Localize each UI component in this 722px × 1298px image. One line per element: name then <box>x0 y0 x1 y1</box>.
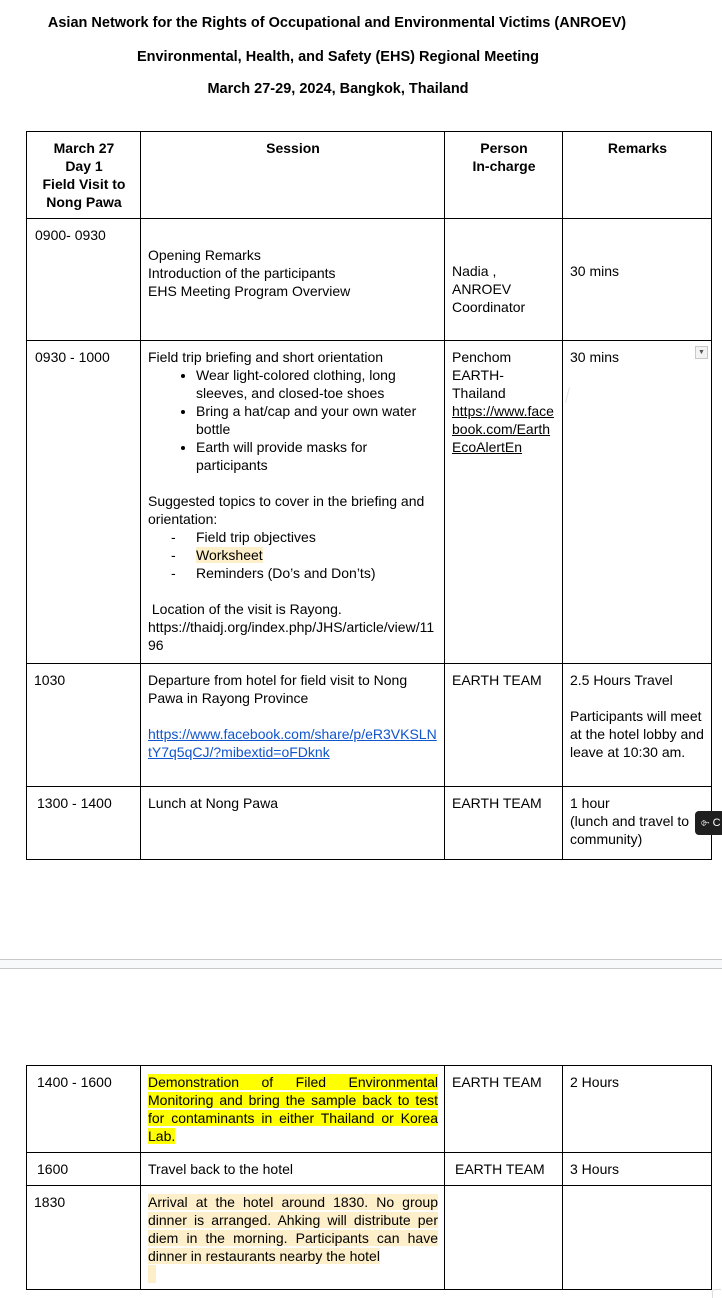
person-text: EARTH TEAM <box>452 1074 542 1090</box>
schedule-table-page2 <box>26 1065 712 1290</box>
topics-dash-list <box>148 528 438 582</box>
session-cell[interactable] <box>141 1066 445 1153</box>
person-cell[interactable] <box>445 1153 563 1186</box>
table-row <box>27 787 712 860</box>
time-cell[interactable] <box>27 1186 141 1290</box>
session-cell[interactable] <box>141 664 445 787</box>
location-url[interactable]: https://thaidj.org/index.php/JHS/article/view/1196 <box>148 619 435 653</box>
header-remarks: Remarks <box>607 140 668 156</box>
header-day-cell <box>27 132 141 219</box>
session-cell[interactable] <box>141 1153 445 1186</box>
header-session: Session <box>266 140 320 156</box>
cursor-mark-icon <box>565 387 570 403</box>
topic-item: - Field trip objectives <box>196 528 438 546</box>
remarks-cell[interactable] <box>563 219 712 341</box>
person-text <box>445 1186 562 1199</box>
remarks-cell[interactable] <box>563 1153 712 1186</box>
person-facebook-link[interactable]: https://www.facebook.com/EarthEcoAlertEn <box>452 403 554 455</box>
time-cell[interactable] <box>27 1066 141 1153</box>
table-row <box>27 664 712 787</box>
header-day-line: March 27 <box>53 140 115 156</box>
time-cell[interactable] <box>27 664 141 787</box>
session-text: Lunch at Nong Pawa <box>148 795 278 811</box>
time-text: 1300 - 1400 <box>37 795 112 811</box>
session-text: Travel back to the hotel <box>148 1161 294 1177</box>
session-cell[interactable] <box>141 1186 445 1290</box>
table-row <box>27 219 712 341</box>
document-title-meeting: Environmental, Health, and Safety (EHS) Regional Meeting <box>136 49 540 65</box>
session-cell[interactable] <box>141 787 445 860</box>
remarks-cell[interactable] <box>563 664 712 787</box>
session-intro: Field trip briefing and short orientation <box>148 349 384 365</box>
person-cell[interactable] <box>445 1186 563 1290</box>
table-row <box>27 341 712 664</box>
session-text-highlighted: Demonstration of Filed Environmental Monitoring and bring the sample back to test for contaminants in either Thailand or Korea Lab. <box>148 1074 438 1144</box>
remarks-note: Participants will meet at the hotel lobby and leave at 10:30 am. <box>570 708 704 760</box>
schedule-table-page1 <box>26 131 712 860</box>
dropdown-arrow-icon[interactable]: ▼ <box>695 346 708 359</box>
remarks-cell[interactable] <box>563 341 712 664</box>
person-text: EARTH TEAM <box>452 795 542 811</box>
remarks-line: community) <box>570 831 643 847</box>
person-text: EARTH TEAM <box>455 1161 545 1177</box>
header-session-cell <box>141 132 445 219</box>
remarks-cell[interactable] <box>563 1066 712 1153</box>
time-text: 1600 <box>37 1161 69 1177</box>
session-cell[interactable] <box>141 341 445 664</box>
highlight-trailing-line <box>148 1265 156 1283</box>
location-note: Location of the visit is Rayong. <box>148 601 342 617</box>
person-line: ANROEV <box>452 281 512 297</box>
remarks-text <box>563 1186 711 1199</box>
header-person-cell <box>445 132 563 219</box>
table-row <box>27 1066 712 1153</box>
time-cell[interactable] <box>27 219 141 341</box>
time-text: 0900- 0930 <box>35 227 106 243</box>
table-row <box>27 1153 712 1186</box>
time-text: 0930 - 1000 <box>35 349 110 365</box>
time-cell[interactable] <box>27 341 141 664</box>
facebook-share-link[interactable]: https://www.facebook.com/share/p/eR3VKSLNtY7q5qCJ/?mibextid=oFDknk <box>148 726 437 760</box>
remarks-text: 30 mins <box>570 263 620 279</box>
topic-item: - Reminders (Do’s and Don’ts) <box>196 564 438 582</box>
page-break-divider <box>0 959 722 969</box>
person-line: Penchom <box>452 349 512 365</box>
header-day-line: Field Visit to <box>42 176 126 192</box>
table-row <box>27 1186 712 1290</box>
bullet-item: • Wear light-colored clothing, long sleeves, and closed-toe shoes <box>196 366 438 402</box>
remarks-cell[interactable] <box>563 787 712 860</box>
person-cell[interactable] <box>445 787 563 860</box>
session-line: EHS Meeting Program Overview <box>148 283 351 299</box>
person-text: EARTH TEAM <box>452 672 542 688</box>
remarks-line: (lunch and travel to <box>570 813 690 829</box>
person-line: EARTH- <box>452 367 504 383</box>
session-text-highlighted: Arrival at the hotel around 1830. No group dinner is arranged. Ahking will distribute per diem in the morning. Participants can have dinner in restaurants nearby the hotel <box>148 1194 438 1264</box>
scroll-corner-icon <box>712 1289 721 1298</box>
attire-bullet-list <box>148 366 438 474</box>
header-day-line: Day 1 <box>65 158 103 174</box>
remarks-text: 2 Hours <box>570 1074 620 1090</box>
document-title-date-location: March 27-29, 2024, Bangkok, Thailand <box>207 81 469 97</box>
session-text: Departure from hotel for field visit to Nong Pawa in Rayong Province <box>148 672 408 706</box>
session-cell[interactable] <box>141 219 445 341</box>
table-header-row <box>27 132 712 219</box>
person-cell[interactable] <box>445 219 563 341</box>
remarks-text: 30 mins <box>570 349 620 365</box>
remarks-cell[interactable] <box>563 1186 712 1290</box>
remarks-line: 1 hour <box>570 795 610 811</box>
session-line: Introduction of the participants <box>148 265 336 281</box>
person-line: Coordinator <box>452 299 526 315</box>
comment-chip-button[interactable]: ⌱ C <box>695 811 722 835</box>
person-cell[interactable] <box>445 664 563 787</box>
person-line: Thailand <box>452 385 506 401</box>
person-cell[interactable] <box>445 341 563 664</box>
time-text: 1400 - 1600 <box>37 1074 112 1090</box>
remarks-title: 2.5 Hours Travel <box>570 672 673 688</box>
document-title-org: Asian Network for the Rights of Occupational and Environmental Victims (ANROEV) <box>47 15 627 31</box>
topic-item <box>196 546 438 564</box>
time-cell[interactable] <box>27 787 141 860</box>
remarks-text: 3 Hours <box>570 1161 620 1177</box>
topics-intro: Suggested topics to cover in the briefing and orientation: <box>148 493 425 527</box>
header-remarks-cell <box>563 132 712 219</box>
time-cell[interactable] <box>27 1153 141 1186</box>
session-line: Opening Remarks <box>148 247 261 263</box>
bullet-item: • Earth will provide masks for participants <box>196 438 438 474</box>
header-person-line: In-charge <box>472 158 536 174</box>
time-text: 1030 <box>34 672 66 688</box>
person-cell[interactable] <box>445 1066 563 1153</box>
topic-item-highlighted: Worksheet <box>196 547 263 563</box>
header-person-line: Person <box>480 140 528 156</box>
bullet-item: • Bring a hat/cap and your own water bottle <box>196 402 438 438</box>
time-text: 1830 <box>34 1194 66 1210</box>
header-day-line: Nong Pawa <box>46 194 122 210</box>
person-line: Nadia , <box>452 263 497 279</box>
